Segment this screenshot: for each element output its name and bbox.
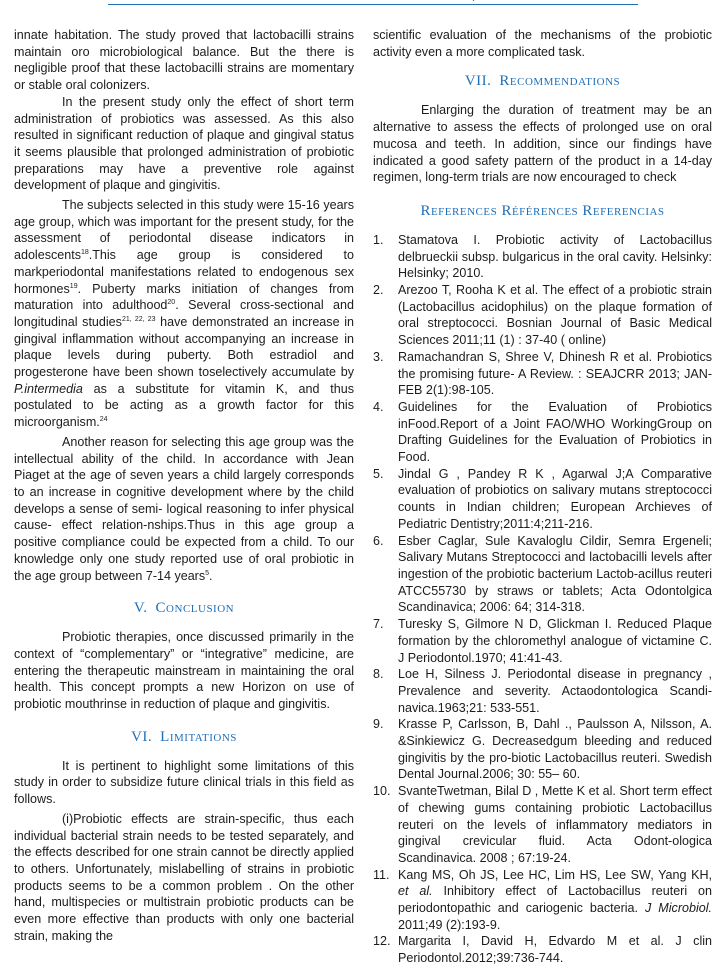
citation: 18 (80, 248, 89, 256)
reference-item (373, 232, 712, 282)
reference-number: 9. (373, 717, 384, 732)
reference-text: Loe H, Silness J. Periodontal disease in pregnancy , Prevalence and severity. Actaodontologica Scandi-navica.1963;21: 533-551. (398, 667, 712, 715)
paragraph: In the present study only the effect of short term administration of probiotics was assessed. As this also resulted in significant reduction of plaque and gingival status it seems plausible that prolonged administration of probiotic preparations may have a preventive role against development of plaque and gingivitis. (14, 94, 354, 193)
reference-text: Arezoo T, Rooha K et al. The effect of a probiotic strain (Lactobacillus acidophilus) on the plaque formation of oral streptococci. Bosnian Journal of Basic Medical Sciences 2011;11 (1) : 37-40 ( online) (398, 283, 712, 348)
reference-item (373, 716, 712, 783)
reference-item (373, 666, 712, 716)
reference-number: 2. (373, 283, 384, 298)
reference-text: Esber Caglar, Sule Kavaloglu Cildir, Semra Ergeneli; Salivary Mutans Streptococci and lactobacilli levels after ingestion of the probiotic bacterium Lactob-acillus reuteri ATCC55730 by straws or tablets; Acta Odontolgica Scandinavica; 2006: 64; 314-318. (398, 533, 712, 615)
reference-number: 10. (373, 784, 391, 799)
citation: 19 (69, 282, 78, 290)
reference-number: 11. (373, 867, 390, 882)
reference-text: Jindal G , Pandey R K , Agarwal J;A Comparative evaluation of probiotics on salivary mutans streptococci counts in Indian children; European Archieves of Pediatric Dentistry;2011:4;211-216. (398, 466, 712, 531)
references-heading: References Références Referencias (420, 202, 665, 219)
reference-number: 1. (373, 232, 384, 247)
running-header (108, 0, 638, 1)
citation: 5 (205, 569, 210, 577)
reference-text: Krasse P, Carlsson, B, Dahl ., Paulsson A, Nilsson, A. &Sinkiewicz G. Decreasedgum bleeding and reduced gingivitis by the pro-biotic Lactobacillus reuteri. Swedish Dental Journal.2006; 30: 55– 60. (398, 717, 712, 782)
paragraph: The subjects selected in this study were 15-16 years age group, which was important for the present study, for the assessment of periodontal disease indicators in adolescents$^{18}$.This age group is considered to markperiodontal manifestations related to endogenous sex hormones$^{19}$. Puberty marks initiation of changes from maturation into adulthood$^{20}$. Several cross-sectional and longitudinal studies$^{21, 22, 23}$ have demonstrated an increase in gingival inflammation without accompanying an increase in plaque levels during puberty. Both estradiol and progesterone have been shown toselectively accumulate by P.intermedia as a substitute for vitamin K, and thus postulated to be acting as a growth factor for this microorganism.$^{24}$ (14, 198, 354, 430)
citation: 21, 22, 23 (121, 315, 156, 323)
paragraph: Another reason for selecting this age group was the intellectual ability of the child. In accordance with Jean Piaget at the age of seven years a child largely corresponds to an increase in cognitive development where by the child develops a sense of semi- logical reasoning to infer physical cause- effect relation-nships.Thus in this age group a positive compliance could be expected from a child. To our knowledge only one study reported use of oral probiotic in the age group between 7-14 years$^5$. (14, 434, 354, 583)
reference-number: 8. (373, 667, 384, 682)
reference-number: 3. (373, 349, 384, 364)
paragraph: innate habitation. The study proved that lactobacilli strains maintain oro microbiological balance. But the there is negligible proof that these lactobacilli strains are momentary or stable oral colonizers. (14, 28, 354, 93)
reference-list (373, 232, 712, 967)
reference-text: Kang MS, Oh JS, Lee HC, Lim HS, Lee SW, Yang KH, (398, 867, 712, 882)
reference-number: 7. (373, 617, 384, 632)
header-rule (108, 4, 638, 5)
reference-text: Ramachandran S, Shree V, Dhinesh R et al. Probiotics the promising future- A Review. : SEAJCRR 2013; JAN-FEB 2(1):98-105. (398, 349, 712, 398)
reference-text: Margarita I, David H, Edvardo M et al. J clin Periodontol.2012;39:736-744. (398, 934, 712, 966)
reference-item (373, 616, 712, 666)
reference-text: Guidelines for the Evaluation of Probiotics inFood.Report of a Joint FAO/WHO WorkingGroup on Drafting Guidelines for the Evaluation of Probiotics in Food. (398, 399, 712, 465)
reference-item (373, 933, 712, 966)
reference-item (373, 466, 712, 533)
reference-item (373, 282, 712, 349)
reference-text: Turesky S, Gilmore N D, Glickman I. Reduced Plaque formation by the chloromethyl analogue of victamine C. J Periodontol.1970; 41:41-43. (398, 617, 712, 665)
reference-item (373, 533, 712, 617)
species-name: P.intermedia (14, 381, 83, 396)
citation: 24 (99, 416, 108, 423)
reference-number: 5. (373, 466, 384, 481)
reference-text: Inhibitory effect of Lactobacillus reuteri on periodontopathic and cariogenic bacteria. (398, 884, 713, 916)
section-heading-limitations: VI. Limitations (131, 728, 237, 745)
reference-item (373, 349, 712, 399)
reference-item (373, 783, 712, 867)
reference-text: 2011;49 (2):193-9. (398, 917, 501, 932)
reference-text: Stamatova I. Probiotic activity of Lactobacillus delbrueckii subsp. bulgaricus in the oral cavity. Helsinky: Helsinky; 2010. (398, 232, 712, 281)
left-column (14, 27, 354, 944)
reference-text: SvanteTwetman, Bilal D , Mette K et al. Short term effect of chewing gums containing probiotic Lactobacillus reuteri on the levels of inflammatory mediators in gingival crevicular fluid. Acta Odont-ologica Scandinavica. 2008 ; 67:19-24. (398, 784, 712, 865)
right-column (373, 27, 712, 967)
reference-italic: et al. (398, 884, 433, 899)
reference-italic: J Microbiol. (645, 901, 712, 916)
reference-item (373, 867, 712, 934)
reference-number: 6. (373, 533, 384, 548)
paragraph: Probiotic therapies, once discussed primarily in the context of “complementary” or “integrative” medicine, are entering the therapeutic mainstream in maintaining the oral health. This concept prompts a new Horizon on use of probiotic mouthrinse in reduction of plaque and gingivitis. (14, 630, 354, 712)
reference-number: 12. (373, 934, 391, 949)
paragraph: scientific evaluation of the mechanisms of the probiotic activity even a more complicated task. (373, 28, 712, 59)
paragraph: (i)Probiotic effects are strain-specific, thus each individual bacterial strain needs to be tested separately, and the effects described for one strain cannot be directly applied to others. Unfortunately, mislabelling of strains in probiotic products seems to be a common problem . On the other hand, multispecies or multistrain probiotic products can be even more effective than products with only one bacterial strain, making the (14, 811, 354, 943)
reference-item (373, 399, 712, 466)
paragraph: It is pertinent to highlight some limitations of this study in order to subsidize future clinical trials in this field as follows. (14, 758, 354, 807)
section-heading-conclusion: V. Conclusion (133, 600, 235, 617)
section-heading-recommendations: VII. Recommendations (464, 73, 621, 90)
citation: 20 (167, 299, 176, 307)
reference-number: 4. (373, 399, 384, 414)
paragraph: Enlarging the duration of treatment may be an alternative to assess the effects of prolonged use on oral mucosa and teeth. In addition, since our findings have indicated a good safety pattern of the product in a 14-day regimen, long-term trials are now encouraged to check (373, 103, 712, 185)
